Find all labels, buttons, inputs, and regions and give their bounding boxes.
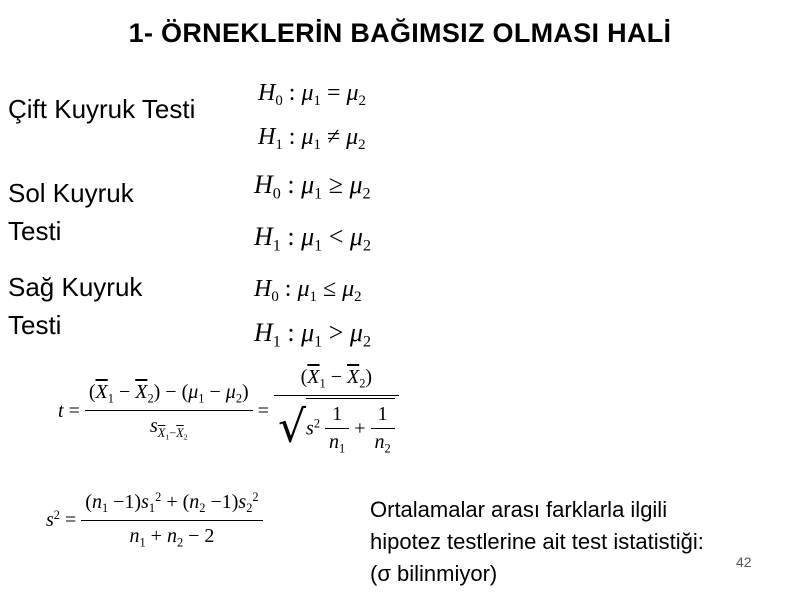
right-tailed-label	[8, 268, 142, 344]
t-fraction-1: $\frac{(\overline{X}_1 - \overline{X}_2) - (\mu_1 - \mu_2)}{s_{\overline{X}_1-\overline{X}_2}}$	[85, 381, 253, 441]
right-tailed-h0: $H_0$ : $\mu_1 \le \mu_2$	[254, 276, 362, 306]
left-tailed-label-line1: Sol Kuyruk	[8, 178, 134, 208]
right-tailed-label-line2: Testi	[8, 310, 62, 340]
left-tailed-label-line2: Testi	[8, 216, 62, 246]
two-tailed-h0: $H_0$ : $\mu_1 = \mu_2$	[258, 80, 366, 110]
pooled-variance-fraction: $\frac{(n_1 -1)s_1^2 + (n_2 -1)s_2^2}{n_1 + n_2 - 2}$	[81, 490, 262, 550]
pooled-variance-formula: $s^2$ = $\frac{(n_1 -1)s_1^2 + (n_2 -1)s_2^2}{n_1 + n_2 - 2}$	[46, 490, 263, 550]
note-line3: (σ bilinmiyor)	[370, 561, 498, 586]
note-line2: hipotez testlerine ait test istatistiği:	[370, 529, 704, 554]
note-text	[370, 494, 704, 590]
slide-title: 1- ÖRNEKLERİN BAĞIMSIZ OLMASI HALİ	[128, 18, 672, 48]
right-tailed-h1: $H_1$ : $\mu_1 > \mu_2$	[254, 318, 371, 351]
left-tailed-h1: $H_1$ : $\mu_1 < \mu_2$	[254, 222, 371, 255]
t-statistic-formula: t = $\frac{(\overline{X}_1 - \overline{X}_2) - (\mu_1 - \mu_2)}{s_{\overline{X}_1-\overline{X}_2}}$ = $(\overline{X}_1 - \overline{X}_2)$ $√s^2$ $\frac{1}{n_1}$ + $\frac{1}{n_2}$	[58, 366, 399, 457]
two-tailed-h1: $H_1$ : $\mu_1 \ne \mu_2$	[258, 124, 366, 154]
page-number: 42	[736, 554, 752, 570]
right-tailed-label-line1: Sağ Kuyruk	[8, 272, 143, 302]
t-fraction-2: $(\overline{X}_1 - \overline{X}_2)$ $√s^2$ $\frac{1}{n_1}$ + $\frac{1}{n_2}$	[274, 366, 399, 457]
left-tailed-label	[8, 174, 134, 250]
note-line1: Ortalamalar arası farklarla ilgili	[370, 497, 668, 522]
two-tailed-label	[8, 90, 195, 128]
two-tailed-label-line1: Çift Kuyruk Testi	[8, 94, 196, 124]
left-tailed-h0: $H_0$ : $\mu_1 \ge \mu_2$	[254, 170, 371, 203]
